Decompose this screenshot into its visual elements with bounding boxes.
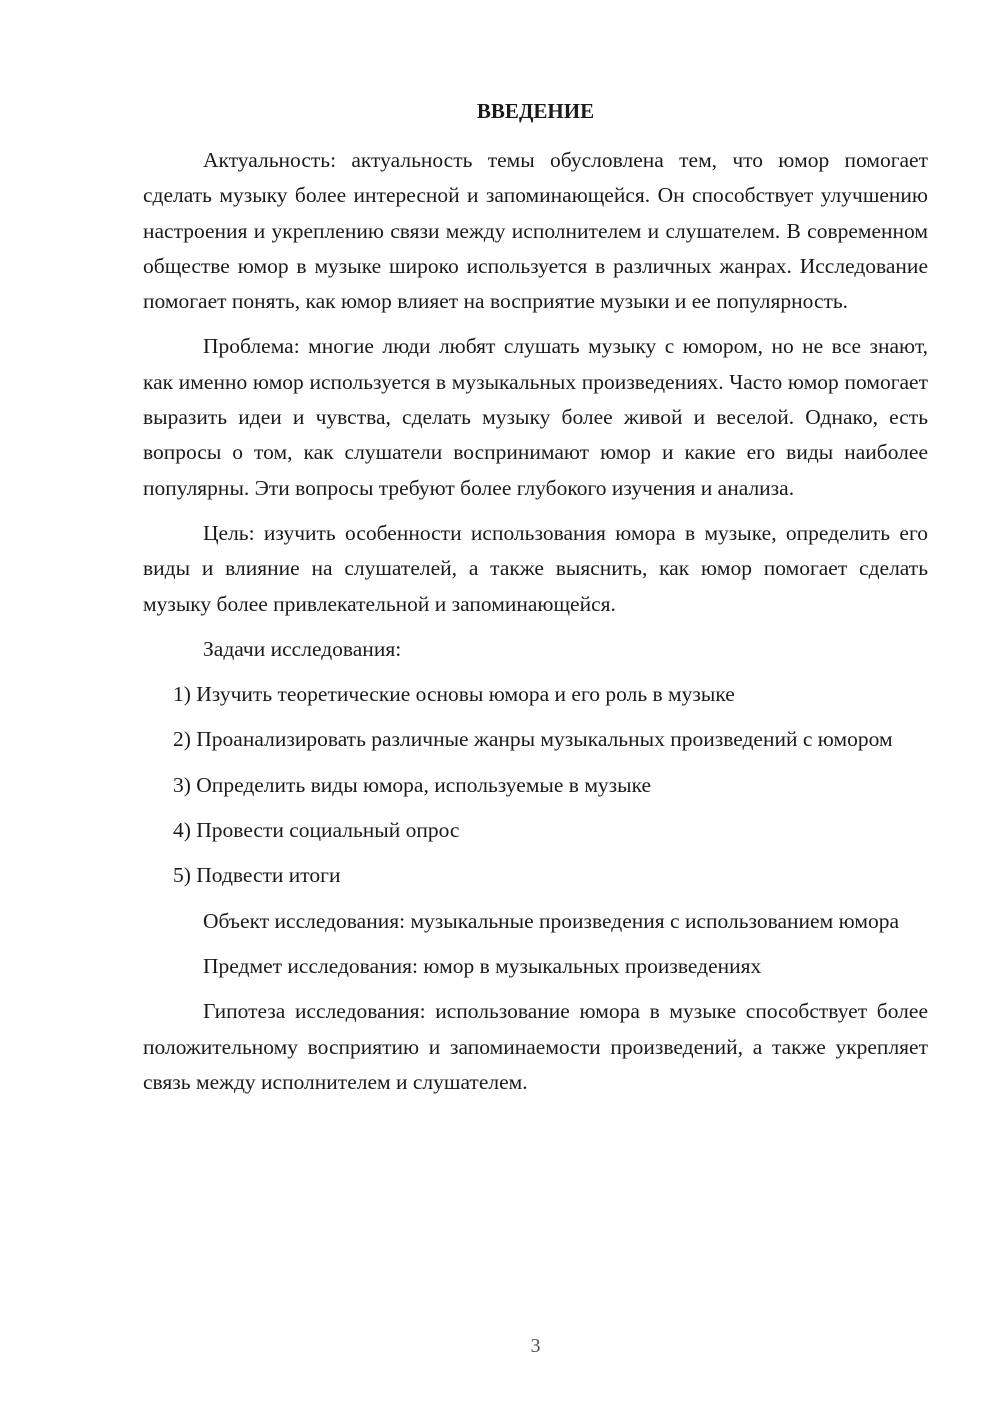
task-item: 3) Определить виды юмора, используемые в музыке — [173, 772, 652, 797]
tasks-heading: Задачи исследования: — [203, 636, 402, 661]
hypothesis-paragraph: Гипотеза исследования: использование юмора в музыке способствует более положительному восприятию и запоминаемости произведений, а также укрепляет связь между исполнителем и слушателем. — [143, 999, 928, 1094]
task-item: 1) Изучить теоретические основы юмора и его роль в музыке — [173, 682, 735, 707]
task-item: 2) Проанализировать различные жанры музыкальных произведений с юмором — [173, 727, 893, 752]
page-title: ВВЕДЕНИЕ — [476, 99, 595, 123]
object-paragraph: Объект исследования: музыкальные произведения с использованием юмора — [203, 908, 900, 933]
document-body — [143, 143, 928, 1110]
task-item: 4) Провести социальный опрос — [173, 818, 460, 843]
page-number: 3 — [530, 1335, 541, 1357]
goal-paragraph: Цель: изучить особенности использования юмора в музыке, определить его виды и влияние на слушателей, а также выяснить, как юмор помогает сделать музыку более привлекательной и запоминающейся. — [143, 520, 928, 616]
task-item: 5) Подвести итоги — [173, 863, 341, 888]
relevance-paragraph: Актуальность: актуальность темы обусловлена тем, что юмор помогает сделать музыку более интересной и запоминающейся. Он способствует улучшению настроения и укреплению связи между исполнителем и слушателем. В современном обществе юмор в музыке широко используется в различных жанрах. Исследование помогает понять, как юмор влияет на восприятие музыки и ее популярность. — [143, 148, 928, 314]
subject-paragraph: Предмет исследования: юмор в музыкальных произведениях — [203, 953, 762, 978]
problem-paragraph: Проблема: многие люди любят слушать музыку с юмором, но не все знают, как именно юмор используется в музыкальных произведениях. Часто юмор помогает выразить идеи и чувства, сделать музыку более живой и веселой. Однако, есть вопросы о том, как слушатели воспринимают юмор и какие его виды наиболее популярны. Эти вопросы требуют более глубокого изучения и анализа. — [143, 334, 928, 500]
